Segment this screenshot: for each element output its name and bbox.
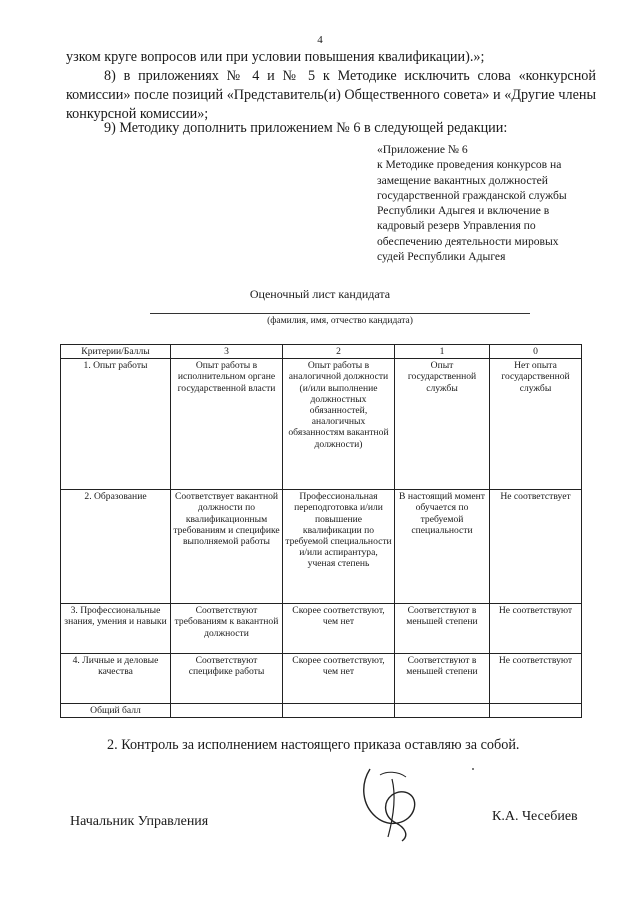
table-header-row (61, 345, 582, 359)
score-cell: Не соответствуют (490, 604, 582, 654)
paragraph-item-8: 8) в приложениях № 4 и № 5 к Методике исключить слова «конкурсной комиссии» после позиций «Представитель(и) Общественного совета» и «Другие члены конкурсной комиссии»; (66, 68, 596, 122)
header-cell: 2 (283, 345, 395, 359)
total-cell (395, 704, 490, 718)
sheet-title: Оценочный лист кандидата (249, 287, 391, 301)
ink-dot (472, 768, 474, 770)
criterion-cell: 2. Образование (61, 490, 171, 604)
appendix-line: «Приложение № 6 (377, 143, 468, 156)
header-cell: 3 (171, 345, 283, 359)
table-row (61, 604, 582, 654)
appendix-line: Республики Адыгея и включение в (377, 204, 550, 218)
table-row (61, 359, 582, 490)
score-cell: Опыт государственной службы (395, 359, 490, 490)
paragraph-item-9: 9) Методику дополнить приложением № 6 в следующей редакции: (104, 120, 508, 136)
page-number: 4 (317, 34, 323, 46)
candidate-name-line (150, 313, 530, 314)
header-cell: 1 (395, 345, 490, 359)
signatory-position: Начальник Управления (70, 814, 209, 829)
score-cell: Опыт работы в аналогичной должности (и/или выполнение должностных обязанностей, аналогичных обязанностям вакантной должности) (283, 359, 395, 490)
handwritten-signature (352, 765, 442, 845)
score-cell: В настоящий момент обучается по требуемой специальности (395, 490, 490, 604)
header-cell: 0 (490, 345, 582, 359)
appendix-line: замещение вакантных должностей (377, 173, 548, 187)
total-cell (490, 704, 582, 718)
total-cell (283, 704, 395, 718)
table-total-row (61, 704, 582, 718)
appendix-line: судей Республики Адыгея (377, 250, 506, 264)
signatory-name: К.А. Чесебиев (492, 809, 578, 824)
score-cell: Скорее соответствуют, чем нет (283, 604, 395, 654)
score-cell: Не соответствуют (490, 654, 582, 704)
appendix-line: к Методике проведения конкурсов на (377, 158, 562, 172)
paragraph-continuation: узком круге вопросов или при условии повышения квалификации).»; (66, 49, 485, 65)
final-paragraph: 2. Контроль за исполнением настоящего приказа оставляю за собой. (107, 737, 520, 753)
appendix-line: обеспечению деятельности мировых (377, 234, 559, 248)
score-cell: Соответствуют требованиям к вакантной должности (171, 604, 283, 654)
total-label-cell: Общий балл (61, 704, 171, 718)
score-cell: Соответствуют специфике работы (171, 654, 283, 704)
criterion-cell: 3. Профессиональные знания, умения и навыки (61, 604, 171, 654)
score-cell: Нет опыта государственной службы (490, 359, 582, 490)
appendix-line: государственной гражданской службы (377, 188, 567, 202)
appendix-line: кадровый резерв Управления по (377, 219, 536, 233)
score-cell: Опыт работы в исполнительном органе государственной власти (171, 359, 283, 490)
criterion-cell: 4. Личные и деловые качества (61, 654, 171, 704)
total-cell (171, 704, 283, 718)
criterion-cell: 1. Опыт работы (61, 359, 171, 490)
table-row (61, 490, 582, 604)
evaluation-table (60, 344, 582, 718)
score-cell: Скорее соответствуют, чем нет (283, 654, 395, 704)
table-row (61, 654, 582, 704)
score-cell: Соответствует вакантной должности по квалификационным требованиям и специфике выполняемой работы (171, 490, 283, 604)
candidate-name-caption: (фамилия, имя, отчество кандидата) (267, 316, 413, 326)
score-cell: Соответствуют в меньшей степени (395, 654, 490, 704)
appendix-header (377, 142, 607, 264)
score-cell: Профессиональная переподготовка и/или повышение квалификации по требуемой специальности и/или аспирантура, ученая степень (283, 490, 395, 604)
header-cell: Критерии/Баллы (61, 345, 171, 359)
score-cell: Не соответствует (490, 490, 582, 604)
score-cell: Соответствуют в меньшей степени (395, 604, 490, 654)
